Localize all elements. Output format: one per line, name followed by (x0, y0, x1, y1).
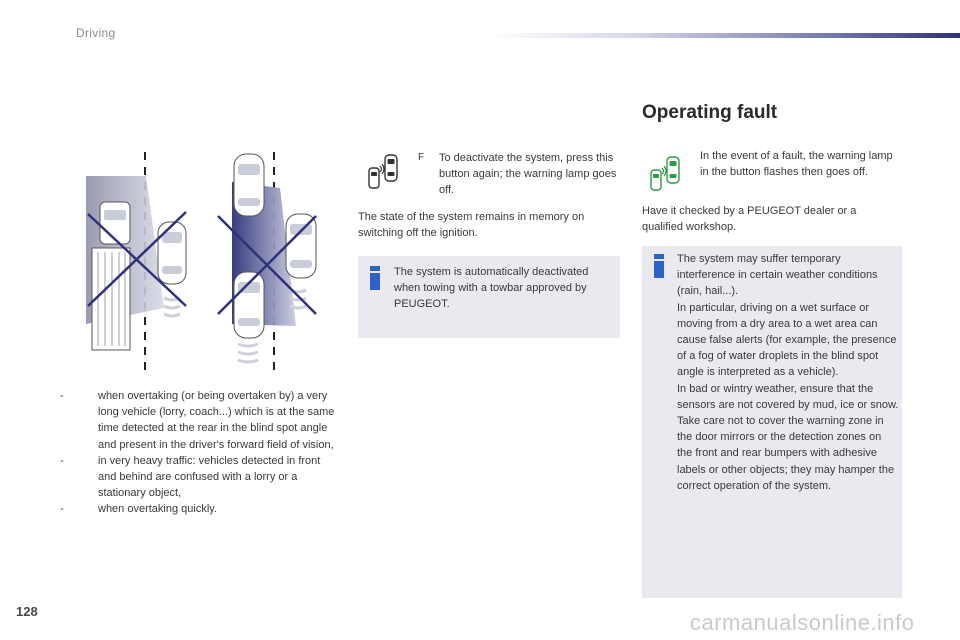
towing-note-text: The system is automatically deactivated when towing with a towbar approved by PEUGEOT. (394, 266, 589, 311)
dealer-check-text: Have it checked by a PEUGEOT dealer or a qualified workshop. (642, 205, 857, 234)
note-paragraph: In particular, driving on a wet surface or moving from a dry area to a wet area can cause false alerts (for example, the presence of a fog of water droplets in the blind spot angle is interpreted as a vehicle). (677, 301, 897, 379)
list-item (60, 501, 340, 517)
blind-spot-button-fault-icon (648, 154, 684, 192)
info-icon (653, 254, 665, 278)
list-item (60, 388, 340, 453)
memory-note: The state of the system remains in memory on switching off the ignition. (358, 211, 585, 240)
list-item-text: when overtaking (or being overtaken by) a very long vehicle (lorry, coach...) which is at the same time detected at the rear in the blind spot angle and present in the driver's forward field of vision, (98, 390, 335, 451)
list-dash: - (60, 454, 64, 467)
towing-note-box (358, 256, 620, 338)
list-item-text: in very heavy traffic: vehicles detected in front and behind are confused with a lorry or a stationary object, (98, 454, 321, 500)
car-right-scene-front (234, 154, 264, 216)
header-gradient-bar (490, 33, 960, 38)
interference-note-text (677, 251, 899, 494)
interference-note-box (642, 246, 902, 598)
blind-spot-illustration (80, 148, 330, 378)
car-right-scene-middle (286, 214, 316, 278)
watermark: carmanualsonline.info (690, 610, 915, 635)
car-left-lane (158, 222, 186, 284)
list-dash: - (60, 503, 64, 516)
fault-description: In the event of a fault, the warning lamp in the button flashes then goes off. (700, 150, 893, 179)
list-item-text: when overtaking quickly. (98, 503, 218, 516)
page-section-label: Driving (76, 26, 116, 40)
note-paragraph: Take care not to cover the warning zone in the door mirrors or the detection zones on the front and rear bumpers with adhesive labels or other objects; they may hamper the correct operation of the system. (677, 415, 895, 492)
section-title: Operating fault (642, 102, 778, 123)
limitation-list (60, 388, 340, 518)
note-paragraph: In bad or wintry weather, ensure that the sensors are not covered by mud, ice or snow. (677, 382, 899, 411)
deactivate-instruction: To deactivate the system, press this button again; the warning lamp goes off. (439, 152, 617, 197)
blind-spot-button-icon (366, 152, 402, 190)
note-paragraph: The system may suffer temporary interference in certain weather conditions (rain, hail...). (677, 253, 878, 298)
list-dash: - (60, 390, 64, 402)
info-icon (369, 266, 381, 290)
step-marker: F (418, 152, 425, 163)
page-number: 128 (16, 604, 38, 619)
list-item (60, 453, 340, 502)
